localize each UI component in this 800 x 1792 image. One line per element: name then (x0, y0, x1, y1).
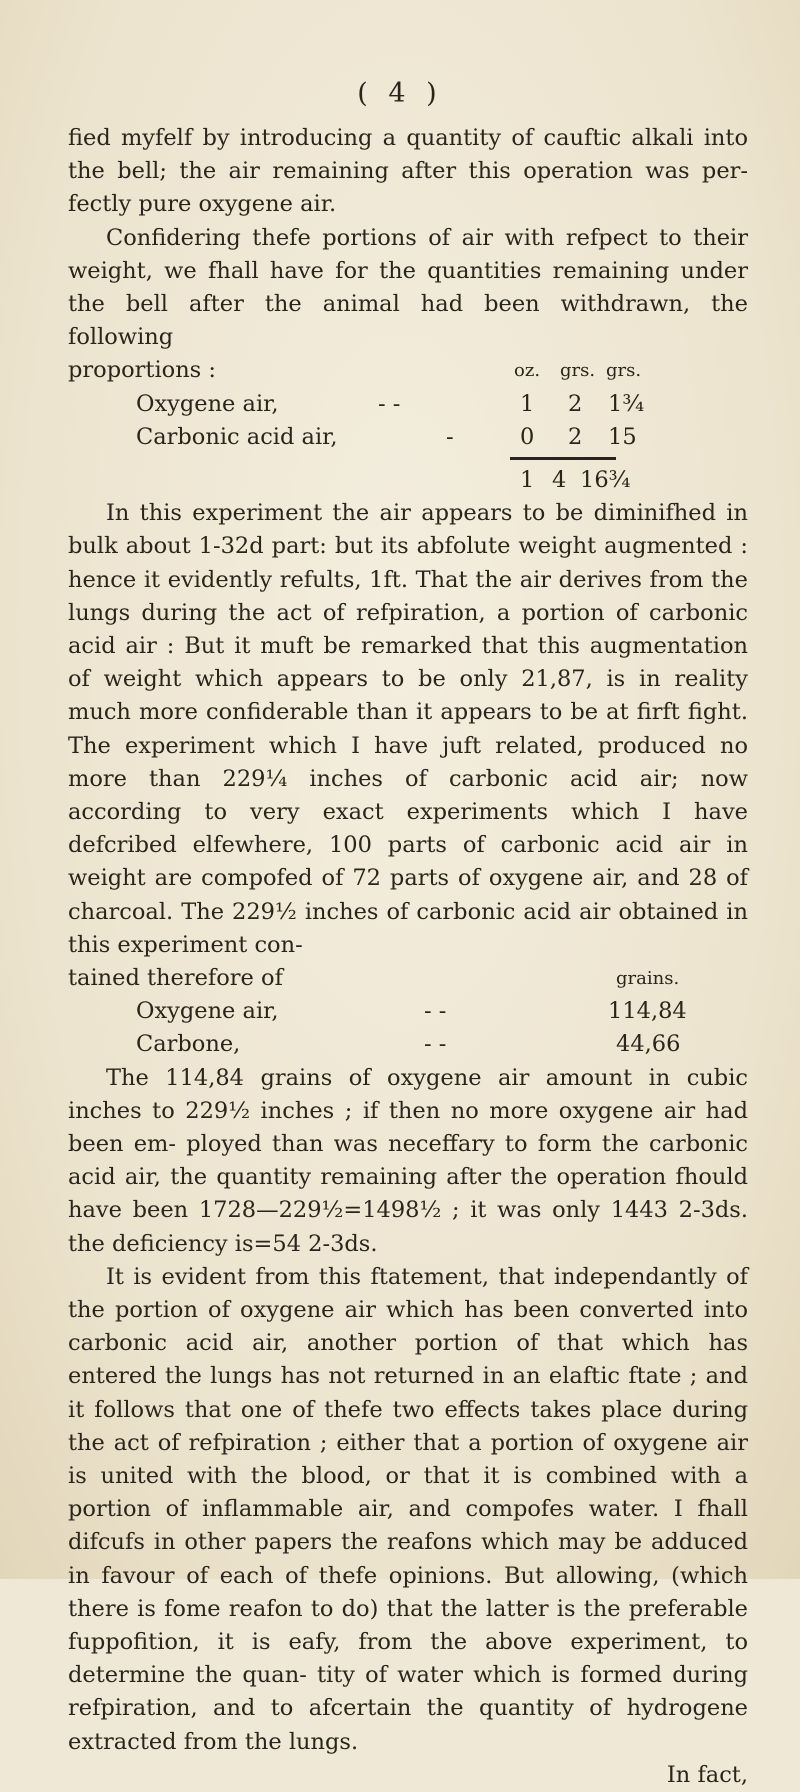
paragraph-2: Confidering thefe portions of air with refpect to their weight, we fhall have for the quantities remaining under the bell after the animal had been withdrawn, the following (68, 224, 748, 351)
paragraph-5: It is evident from this ftatement, that independantly of the portion of oxygene air which has been converted into carbonic acid air, another portion of that which has entered the lungs has not returned in an elaftic ftate ; and it follows that one of thefe two effects takes place during the act of refpiration ; either that a portion of oxygene air is united with the blood, or that it is combined with a portion of inflammable air, and compofes water. I fhall difcufs in other papers the reafons which may be adduced in favour of each of thefe opinions. But allowing, (which there is fome reafon to do) that the latter is the preferable fuppofition, it is eafy, from the above experiment, to determine the quan- tity of water which is formed during refpiration, and to afcertain the quantity of hydrogene extracted from the lungs. (68, 1263, 748, 1755)
table2-header-grains: grains. (616, 968, 680, 990)
table1-row-label: Oxygene air, (136, 390, 279, 417)
table1-header-grs-2: grs. (606, 360, 642, 382)
table2-cell-value: 44,66 (616, 1031, 681, 1058)
table1-sum-rule (68, 454, 748, 464)
table2-row-oxygene (68, 995, 748, 1028)
table1-row-label: Carbonic acid air, (136, 423, 338, 450)
table1-header-oz: oz. (514, 360, 541, 382)
table1-row-dashes: - - (378, 390, 401, 417)
paragraph-2-lead: proportions : (68, 357, 216, 384)
table1-total-grs-2: 16¾ (580, 466, 631, 493)
paragraph-3: In this experiment the air appears to be diminifhed in bulk about 1-32d part: but its abfolute weight augmented : hence it evidently refults, 1ft. That the air derives from the lungs during the act of refpiration, a portion of carbonic acid air : But it muft be remarked that this augmentation of weight which appears to be only 21,87, is in reality much more confiderable than it appears to be at firft fight. The experiment which I have juft related, produced no more than 229¼ inches of carbonic acid air; now according to very exact experiments which I have defcribed elfewhere, 100 parts of carbonic acid air in weight are compofed of 72 parts of oxygene air, and 28 of charcoal. The 229½ inches of carbonic acid air obtained in this experiment con- (68, 500, 748, 958)
table2-row-dashes: - - (424, 998, 447, 1025)
table1-cell-grs-2: 15 (608, 423, 637, 450)
table1-cell-grs-1: 2 (568, 390, 583, 417)
table2-row-dashes: - - (424, 1031, 447, 1058)
table1-row-carbonic (68, 421, 748, 454)
table1-header-row (68, 354, 748, 387)
table1-cell-grs-1: 2 (568, 423, 583, 450)
table1-cell-grs-2: 1¾ (608, 390, 645, 417)
table1-header-grs-1: grs. (560, 360, 596, 382)
catchword: In fact, (666, 1761, 748, 1788)
page-number: ( 4 ) (357, 78, 443, 109)
body-text (68, 122, 748, 1792)
table2-header-row (68, 962, 748, 995)
table2-row-label: Carbone, (136, 1031, 241, 1058)
table1-cell-oz: 0 (520, 423, 535, 450)
table1-total-oz: 1 (520, 466, 535, 493)
paragraph-3-lead: tained therefore of (68, 965, 283, 992)
table1-total-grs-1: 4 (552, 466, 567, 493)
paragraph-1: fied myfelf by introducing a quantity of cauftic alkali into the bell; the air remaining after this operation was per- fectly pure oxygene air. (68, 125, 748, 218)
table1-cell-oz: 1 (520, 390, 535, 417)
table2-cell-value: 114,84 (608, 998, 687, 1025)
table1-total-row (68, 464, 748, 497)
table2-row-label: Oxygene air, (136, 998, 279, 1025)
table1-row-dashes: - (446, 423, 454, 450)
table2-row-carbone (68, 1028, 748, 1061)
paragraph-4: The 114,84 grains of oxygene air amount in cubic inches to 229½ inches ; if then no more oxygene air had been em- ployed than was neceffary to form the carbonic acid air, the quantity remaining after the operation fhould have been 1728—229½=1498½ ; it was only 1443 2-3ds. the deficiency is=54 2-3ds. (68, 1064, 748, 1257)
table1-row-oxygene (68, 388, 748, 421)
